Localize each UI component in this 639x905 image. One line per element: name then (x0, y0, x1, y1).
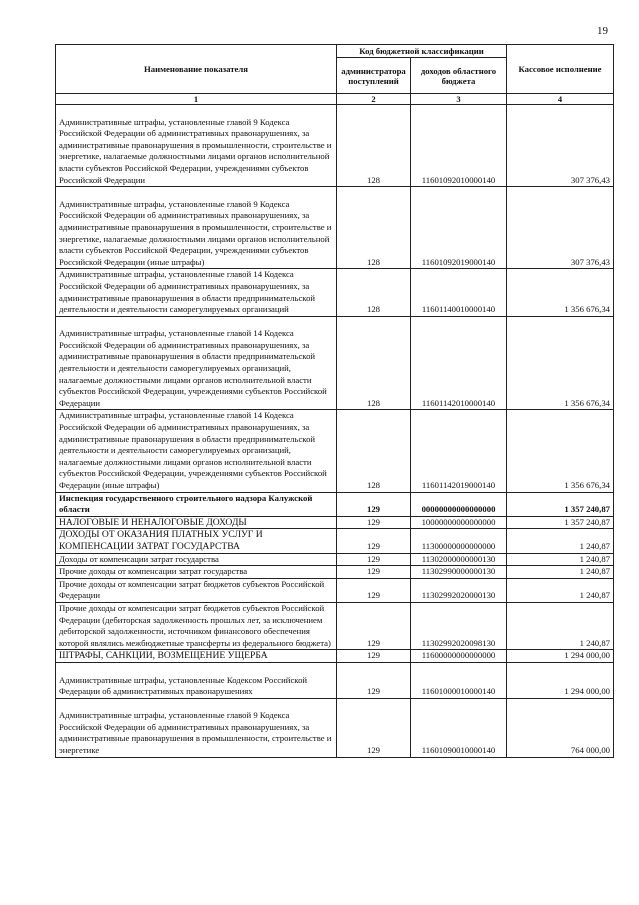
row-admin-code: 128 (337, 269, 411, 316)
table-row (56, 578, 614, 602)
row-name-text: Административные штрафы, установленные Кодексом Российской Федерации об административных правонарушениях (59, 674, 308, 697)
header-name: Наименование показателя (56, 45, 337, 94)
header-col-number-2: 2 (337, 94, 411, 105)
row-name-text: Прочие доходы от компенсации затрат государства (59, 566, 248, 577)
row-name-text: Административные штрафы, установленные главой 14 Кодекса Российской Федерации об административных правонарушениях, за административные правонарушения в области предпринимательской деятельности и деятельности саморегулируемых организаций, налагаемые должностными лицами органов исполнительной власти субъектов Российской Федерации, учреждениями субъектов Российской Федерации (59, 328, 327, 408)
row-indicator-name (56, 529, 337, 553)
row-top-gap (59, 317, 333, 329)
table-header (56, 45, 614, 105)
row-indicator-name (56, 602, 337, 649)
row-cash-amount: 1 357 240,87 (507, 516, 614, 529)
row-indicator-name (56, 650, 337, 663)
row-income-code: 11601092019000140 (411, 187, 507, 269)
row-name-text: ШТРАФЫ, САНКЦИИ, ВОЗМЕЩЕНИЕ УЩЕРБА (59, 650, 268, 662)
budget-table (55, 44, 614, 758)
row-cash-amount: 1 356 676,34 (507, 410, 614, 492)
row-cash-amount: 307 376,43 (507, 187, 614, 269)
row-income-code: 11302990000000130 (411, 566, 507, 579)
page-number: 19 (597, 25, 608, 37)
row-indicator-name (56, 187, 337, 269)
row-top-gap (59, 187, 333, 199)
row-income-code: 11302000000000130 (411, 553, 507, 566)
header-col-number-3: 3 (411, 94, 507, 105)
row-income-code: 10000000000000000 (411, 516, 507, 529)
header-administrator: администратора поступлений (337, 58, 411, 94)
table-row (56, 566, 614, 579)
row-cash-amount: 1 356 676,34 (507, 316, 614, 410)
table-row (56, 698, 614, 757)
row-name-text: Прочие доходы от компенсации затрат бюджетов субъектов Российской Федерации (59, 578, 325, 601)
row-name-text: Административные штрафы, установленные главой 14 Кодекса Российской Федерации об административных правонарушениях, за административные правонарушения в области предпринимательской деятельности и деятельности саморегулируемых организаций, налагаемые должностными лицами органов исполнительной власти субъектов Российской Федерации, учреждениями субъектов Российской Федерации (иные штрафы) (59, 410, 327, 490)
row-name-text: Инспекция государственного строительного надзора Калужской области (59, 492, 313, 515)
row-name-text: Административные штрафы, установленные главой 9 Кодекса Российской Федерации об административных правонарушениях, за административные правонарушения в промышленности, строительстве и энергетике, налагаемые должностными лицами органов исполнительной власти субъектов Российской Федерации, учреждениями субъектов Российской Федерации (иные штрафы) (59, 198, 332, 267)
row-top-gap (59, 663, 333, 675)
row-income-code: 11601000010000140 (411, 662, 507, 698)
table-body (56, 105, 614, 758)
row-admin-code: 128 (337, 187, 411, 269)
table-row (56, 553, 614, 566)
header-col-number-4: 4 (507, 94, 614, 105)
row-admin-code: 129 (337, 650, 411, 663)
table-row (56, 516, 614, 529)
row-admin-code: 129 (337, 492, 411, 516)
row-admin-code: 129 (337, 662, 411, 698)
table-row (56, 662, 614, 698)
row-indicator-name (56, 316, 337, 410)
row-admin-code: 129 (337, 578, 411, 602)
row-admin-code: 128 (337, 316, 411, 410)
row-cash-amount: 1 357 240,87 (507, 492, 614, 516)
row-name-text: НАЛОГОВЫЕ И НЕНАЛОГОВЫЕ ДОХОДЫ (59, 516, 247, 528)
row-income-code: 11302992020000130 (411, 578, 507, 602)
row-indicator-name (56, 698, 337, 757)
table-row (56, 187, 614, 269)
row-indicator-name (56, 662, 337, 698)
row-income-code: 11601142010000140 (411, 316, 507, 410)
row-name-text: Прочие доходы от компенсации затрат бюджетов субъектов Российской Федерации (дебиторская задолженность прошлых лет, за исключением дебиторской задолженности, источником финансового обеспечения которой являлись межбюджетные трансферты из федерального бюджета) (59, 602, 331, 648)
row-top-gap (59, 105, 333, 117)
row-income-code: 11601140010000140 (411, 269, 507, 316)
row-income-code: 11601090010000140 (411, 698, 507, 757)
row-name-text: ДОХОДЫ ОТ ОКАЗАНИЯ ПЛАТНЫХ УСЛУГ И КОМПЕНСАЦИИ ЗАТРАТ ГОСУДАРСТВА (59, 529, 263, 552)
table-row (56, 602, 614, 649)
table-row (56, 105, 614, 187)
row-indicator-name (56, 492, 337, 516)
row-cash-amount: 1 240,87 (507, 602, 614, 649)
row-cash-amount: 1 240,87 (507, 529, 614, 553)
row-cash-amount: 1 294 000,00 (507, 650, 614, 663)
row-indicator-name (56, 566, 337, 579)
row-indicator-name (56, 553, 337, 566)
row-cash-amount: 1 240,87 (507, 578, 614, 602)
header-col-number-1: 1 (56, 94, 337, 105)
row-admin-code: 129 (337, 529, 411, 553)
row-income-code: 11300000000000000 (411, 529, 507, 553)
table-row (56, 650, 614, 663)
header-cash-execution: Кассовое исполнение (507, 45, 614, 94)
row-income-code: 11601092010000140 (411, 105, 507, 187)
row-indicator-name (56, 410, 337, 492)
row-cash-amount: 1 240,87 (507, 566, 614, 579)
row-admin-code: 129 (337, 553, 411, 566)
row-income-code: 00000000000000000 (411, 492, 507, 516)
row-income-code: 11302992020098130 (411, 602, 507, 649)
row-admin-code: 128 (337, 410, 411, 492)
row-admin-code: 129 (337, 566, 411, 579)
row-cash-amount: 307 376,43 (507, 105, 614, 187)
row-indicator-name (56, 269, 337, 316)
header-income-code: доходов областного бюджета (411, 58, 507, 94)
row-indicator-name (56, 105, 337, 187)
row-income-code: 11600000000000000 (411, 650, 507, 663)
row-name-text: Административные штрафы, установленные главой 9 Кодекса Российской Федерации об административных правонарушениях, за административные правонарушения в промышленности, строительстве и энергетике, налагаемые должностными лицами органов исполнительной власти субъектов Российской Федерации, учреждениями субъектов Российской Федерации (59, 116, 332, 185)
row-cash-amount: 764 000,00 (507, 698, 614, 757)
header-classification-group: Код бюджетной классификации (337, 45, 507, 58)
row-admin-code: 129 (337, 602, 411, 649)
table-row (56, 529, 614, 553)
row-admin-code: 129 (337, 698, 411, 757)
table-row (56, 410, 614, 492)
row-admin-code: 128 (337, 105, 411, 187)
table-row (56, 492, 614, 516)
row-name-text: Административные штрафы, установленные главой 14 Кодекса Российской Федерации об административных правонарушениях, за административные правонарушения в области предпринимательской деятельности и деятельности саморегулируемых организаций (59, 269, 316, 315)
row-cash-amount: 1 294 000,00 (507, 662, 614, 698)
row-admin-code: 129 (337, 516, 411, 529)
table-row (56, 316, 614, 410)
row-income-code: 11601142019000140 (411, 410, 507, 492)
row-indicator-name (56, 578, 337, 602)
table-row (56, 269, 614, 316)
row-cash-amount: 1 356 676,34 (507, 269, 614, 316)
row-indicator-name (56, 516, 337, 529)
row-name-text: Доходы от компенсации затрат государства (59, 553, 219, 564)
row-name-text: Административные штрафы, установленные главой 9 Кодекса Российской Федерации об административных правонарушениях, за административные правонарушения в промышленности, строительстве и энергетике (59, 710, 332, 756)
row-top-gap (59, 699, 333, 711)
row-cash-amount: 1 240,87 (507, 553, 614, 566)
